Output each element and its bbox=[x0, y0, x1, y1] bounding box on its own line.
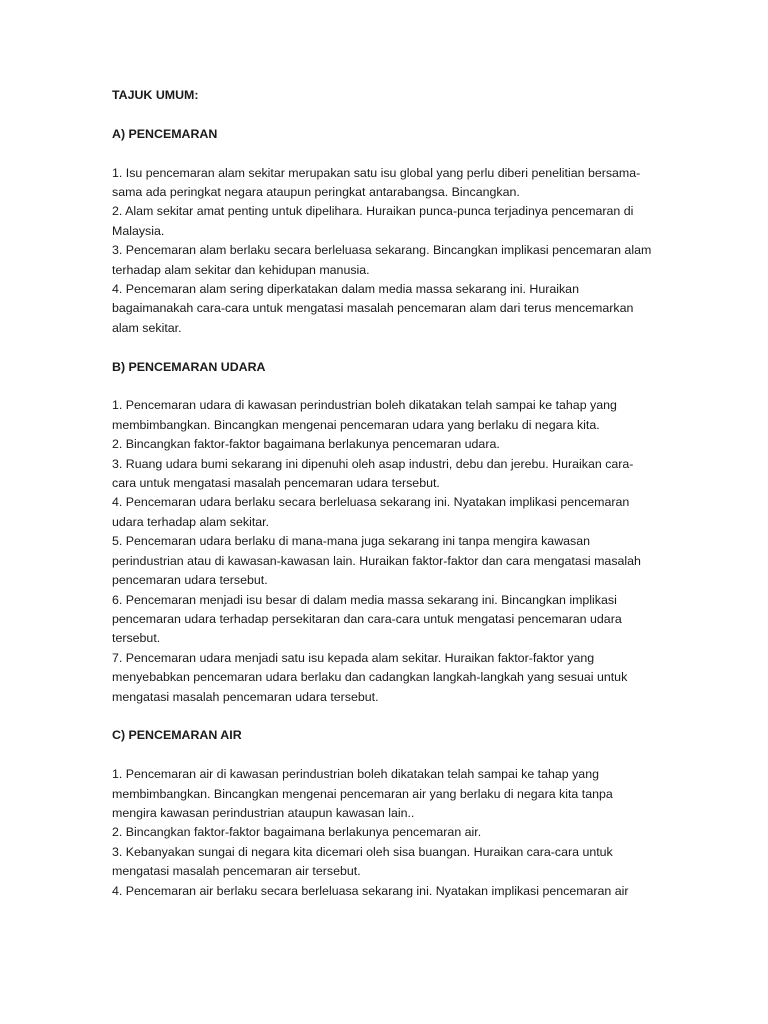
spacer bbox=[112, 338, 657, 357]
list-item: 4. Pencemaran udara berlaku secara berleluasa sekarang ini. Nyatakan implikasi pencemaran udara terhadap alam sekitar. bbox=[112, 495, 630, 529]
list-item: 4. Pencemaran alam sering diperkatakan dalam media massa sekarang ini. Huraikan bagaimanakah cara-cara untuk mengatasi masalah pencemaran alam dari terus mencemarkan alam sekitar. bbox=[112, 282, 634, 335]
spacer bbox=[112, 707, 657, 726]
spacer bbox=[112, 377, 657, 396]
list-item: 2. Bincangkan faktor-faktor bagaimana berlakunya pencemaran udara. bbox=[112, 437, 500, 452]
list-item: 3. Kebanyakan sungai di negara kita dicemari oleh sisa buangan. Huraikan cara-cara untuk mengatasi masalah pencemaran air tersebut. bbox=[112, 844, 613, 879]
list-item: 1. Pencemaran udara di kawasan perindustrian boleh dikatakan telah sampai ke tahap yang membimbangkan. Bincangkan mengenai pencemaran udara yang berlaku di negara kita. bbox=[112, 398, 617, 432]
section-heading-pencemaran-udara: B) PENCEMARAN UDARA bbox=[112, 359, 266, 374]
list-item: 7. Pencemaran udara menjadi satu isu kepada alam sekitar. Huraikan faktor-faktor yang menyebabkan pencemaran udara berlaku dan cadangkan langkah-langkah yang sesuai untuk mengatasi masalah pencemaran udara tersebut. bbox=[112, 650, 628, 704]
document-title: TAJUK UMUM: bbox=[112, 88, 199, 102]
list-item: 5. Pencemaran udara berlaku di mana-mana juga sekarang ini tanpa mengira kawasan perindustrian atau di kawasan-kawasan lain. Huraikan faktor-faktor dan cara mengatasi masalah pencemaran udara tersebut. bbox=[112, 534, 641, 588]
section-heading-pencemaran: A) PENCEMARAN bbox=[112, 126, 218, 141]
section-heading-pencemaran-air: C) PENCEMARAN AIR bbox=[112, 728, 242, 743]
list-item: 6. Pencemaran menjadi isu besar di dalam media massa sekarang ini. Bincangkan implikasi pencemaran udara terhadap persekitaran dan cara-cara untuk mengatasi pencemaran udara tersebut. bbox=[112, 592, 622, 646]
list-item: 4. Pencemaran air berlaku secara berleluasa sekarang ini. Nyatakan implikasi pencemaran air bbox=[112, 883, 629, 898]
list-item: 2. Bincangkan faktor-faktor bagaimana berlakunya pencemaran air. bbox=[112, 825, 482, 840]
spacer bbox=[112, 105, 657, 124]
list-item: 3. Pencemaran alam berlaku secara berleluasa sekarang. Bincangkan implikasi pencemaran alam terhadap alam sekitar dan kehidupan manusia. bbox=[112, 243, 652, 277]
list-item: 1. Isu pencemaran alam sekitar merupakan satu isu global yang perlu diberi penelitian bersama-sama ada peringkat negara ataupun peringkat antarabangsa. Bincangkan. bbox=[112, 165, 641, 199]
spacer bbox=[112, 746, 657, 765]
list-item: 1. Pencemaran air di kawasan perindustrian boleh dikatakan telah sampai ke tahap yang membimbangkan. Bincangkan mengenai pencemaran air yang berlaku di negara kita tanpa mengira kawasan perindustrian ataupun kawasan lain.. bbox=[112, 767, 613, 820]
list-item: 3. Ruang udara bumi sekarang ini dipenuhi oleh asap industri, debu dan jerebu. Huraikan cara-cara untuk mengatasi masalah pencemaran udara tersebut. bbox=[112, 456, 634, 491]
document-content bbox=[112, 86, 657, 901]
list-item: 2. Alam sekitar amat penting untuk dipelihara. Huraikan punca-punca terjadinya pencemaran di Malaysia. bbox=[112, 204, 634, 238]
spacer bbox=[112, 144, 657, 163]
